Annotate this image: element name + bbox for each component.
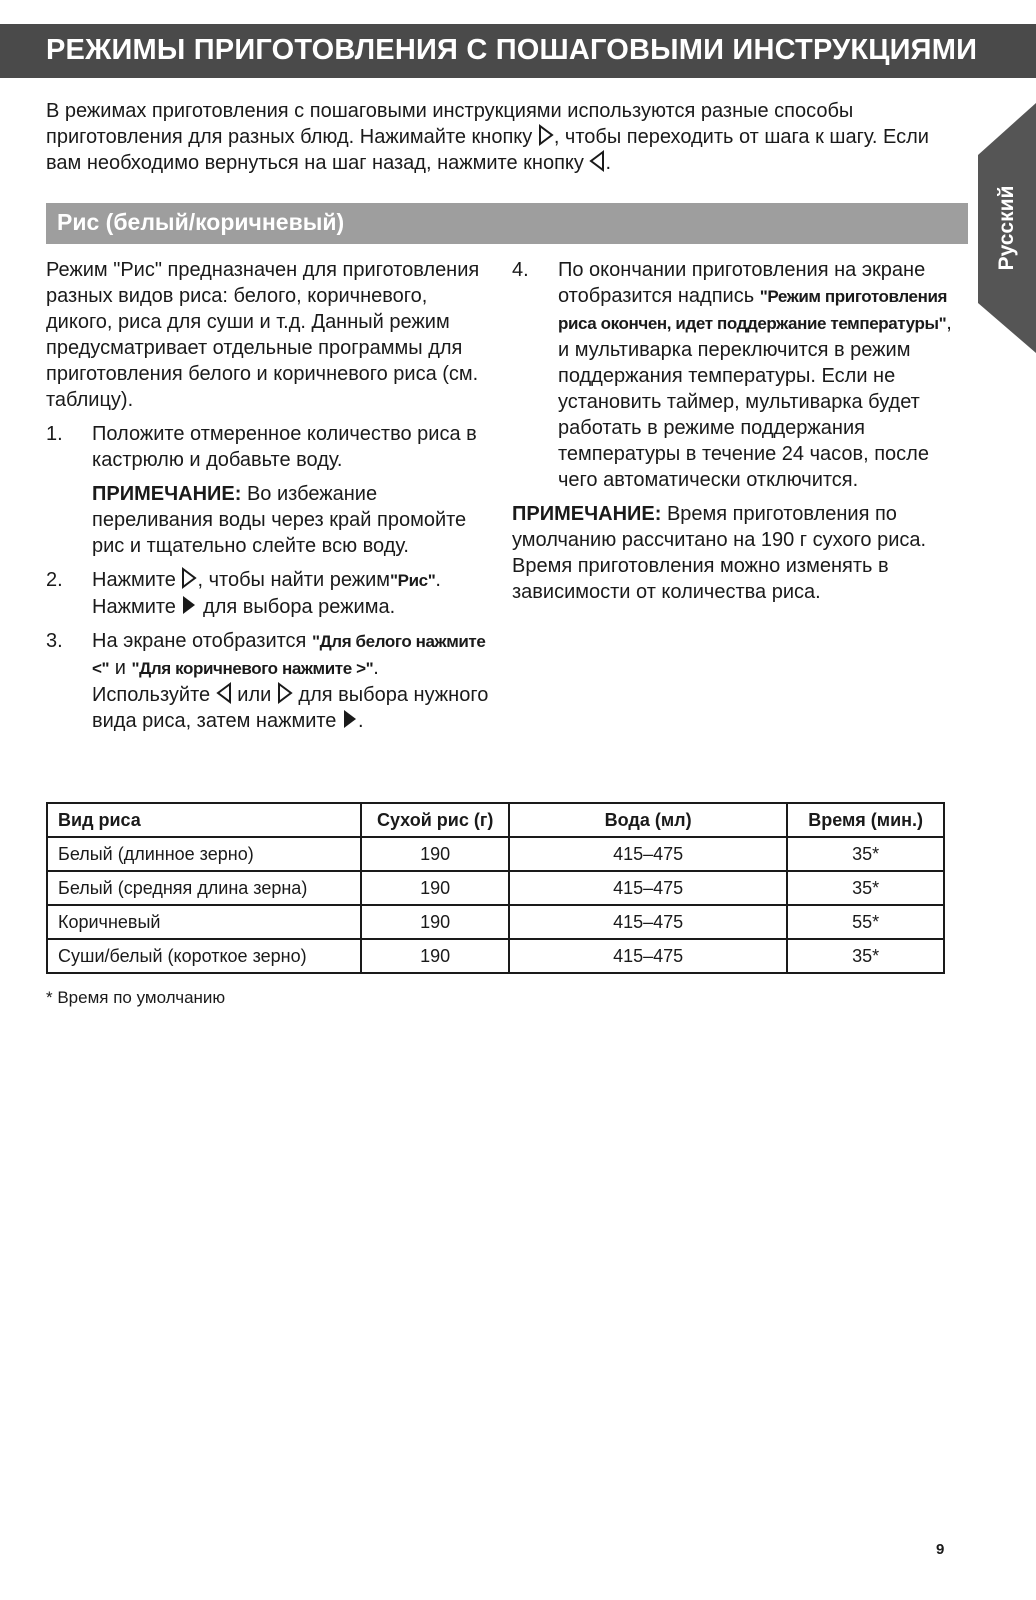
cell-dry-rice: 190 <box>361 939 509 973</box>
cell-water: 415–475 <box>509 837 787 871</box>
page-title: РЕЖИМЫ ПРИГОТОВЛЕНИЯ С ПОШАГОВЫМИ ИНСТРУКЦИЯМИ <box>46 34 978 66</box>
display-message-white: "Для белого нажмите <" <box>92 632 486 678</box>
col-header-time: Время (мин.) <box>787 803 944 837</box>
cell-rice-type: Белый (длинное зерно) <box>47 837 361 871</box>
mode-name: "Рис" <box>390 571 436 590</box>
intro-text-3: . <box>605 152 611 174</box>
play-filled-icon <box>342 708 358 730</box>
right-column <box>512 257 960 605</box>
step-3-text-e: для выбора нужного вида риса, затем нажмите <box>92 684 489 732</box>
left-arrow-outline-icon <box>589 150 605 172</box>
cell-water: 415–475 <box>509 871 787 905</box>
step-4 <box>512 257 960 493</box>
step-2-text-b: , чтобы найти режим <box>197 569 391 591</box>
step-4-text-a: По окончании приготовления на экране отобразится надпись <box>558 259 926 307</box>
step-number: 2. <box>46 569 63 591</box>
page-number: 9 <box>936 1541 945 1558</box>
rice-table <box>46 802 945 974</box>
cell-dry-rice: 190 <box>361 871 509 905</box>
section-header <box>46 203 968 244</box>
left-column <box>46 257 491 734</box>
cell-water: 415–475 <box>509 905 787 939</box>
display-message-done: "Режим приготовления риса окончен, идет поддержание температуры" <box>558 287 948 333</box>
step-2-text-e: для выбора режима. <box>197 596 396 618</box>
cell-rice-type: Белый (средняя длина зерна) <box>47 871 361 905</box>
col-header-rice-type: Вид риса <box>47 803 361 837</box>
cell-water: 415–475 <box>509 939 787 973</box>
step-3-text-c: . Используйте <box>92 657 379 706</box>
step-3-text-a: На экране отобразится <box>92 630 312 652</box>
step-2-text-a: Нажмите <box>92 569 182 591</box>
rice-mode-intro: Режим "Рис" предназначен для приготовления разных видов риса: белого, коричневого, дикого, риса для суши и т.д. Данный режим предусматривает отдельные программы для приготовления белого и коричневого риса (см. таблицу). <box>46 259 480 411</box>
intro-paragraph <box>46 98 956 176</box>
note-text: Во избежание переливания воды через край промойте рис и тщательно слейте всю воду. <box>92 483 467 557</box>
step-4-text-b: , и мультиварка переключится в режим поддержания температуры. Если не установить таймер, мультиварка будет работать в режиме поддержания температуры в течение 24 часов, после чего автоматически отключится. <box>558 312 952 491</box>
cell-rice-type: Коричневый <box>47 905 361 939</box>
col-header-dry-rice: Сухой рис (г) <box>361 803 509 837</box>
table-header-row <box>47 803 944 837</box>
table-footnote: * Время по умолчанию <box>46 988 226 1007</box>
cell-rice-type: Суши/белый (короткое зерно) <box>47 939 361 973</box>
note-label: ПРИМЕЧАНИЕ: <box>512 503 662 525</box>
step-3-text-d: или <box>231 684 277 706</box>
step-1 <box>46 421 491 559</box>
right-note <box>512 501 960 605</box>
right-arrow-outline-icon <box>181 567 197 589</box>
cell-dry-rice: 190 <box>361 837 509 871</box>
right-arrow-outline-icon <box>538 124 554 146</box>
step-number: 4. <box>512 259 529 281</box>
step-2-text-c: . <box>435 569 441 591</box>
section-title: Рис (белый/коричневый) <box>57 209 345 235</box>
note-text: Время приготовления по умолчанию рассчитано на 190 г сухого риса. Время приготовления можно изменять в зависимости от количества риса. <box>512 503 927 603</box>
cell-time: 55* <box>787 905 944 939</box>
step-1-text: Положите отмеренное количество риса в кастрюлю и добавьте воду. <box>92 423 477 471</box>
cell-time: 35* <box>787 871 944 905</box>
table-row <box>47 837 944 871</box>
display-message-brown: "Для коричневого нажмите >" <box>131 659 374 678</box>
step-3 <box>46 628 491 734</box>
step-4-text <box>558 257 960 493</box>
step-1-note <box>92 481 491 559</box>
table-row <box>47 939 944 973</box>
step-number: 1. <box>46 423 63 445</box>
col-header-water: Вода (мл) <box>509 803 787 837</box>
left-arrow-outline-icon <box>216 682 232 704</box>
step-2-text-d: Нажмите <box>92 596 182 618</box>
language-tab-label: Русский <box>995 185 1018 271</box>
language-tab <box>978 103 1036 353</box>
intro-text-2: , чтобы переходить от шага к шагу. Если вам необходимо вернуться на шаг назад, нажмите кнопку <box>46 126 929 174</box>
step-2-line-2 <box>92 594 491 620</box>
header-bar <box>0 24 1036 78</box>
cell-dry-rice: 190 <box>361 905 509 939</box>
step-number: 3. <box>46 630 63 652</box>
right-arrow-outline-icon <box>277 682 293 704</box>
step-2-line-1 <box>92 567 491 594</box>
step-2 <box>46 567 491 620</box>
intro-text-1: В режимах приготовления с пошаговыми инструкциями используются разные способы приготовления для разных блюд. Нажимайте кнопку <box>46 100 854 148</box>
play-filled-icon <box>181 594 197 616</box>
table-row <box>47 905 944 939</box>
step-3-text-f: . <box>357 710 364 732</box>
table-row <box>47 871 944 905</box>
cell-time: 35* <box>787 837 944 871</box>
cell-time: 35* <box>787 939 944 973</box>
step-3-text-b: и <box>109 657 132 679</box>
note-label: ПРИМЕЧАНИЕ: <box>92 483 242 505</box>
step-3-text <box>92 628 491 734</box>
